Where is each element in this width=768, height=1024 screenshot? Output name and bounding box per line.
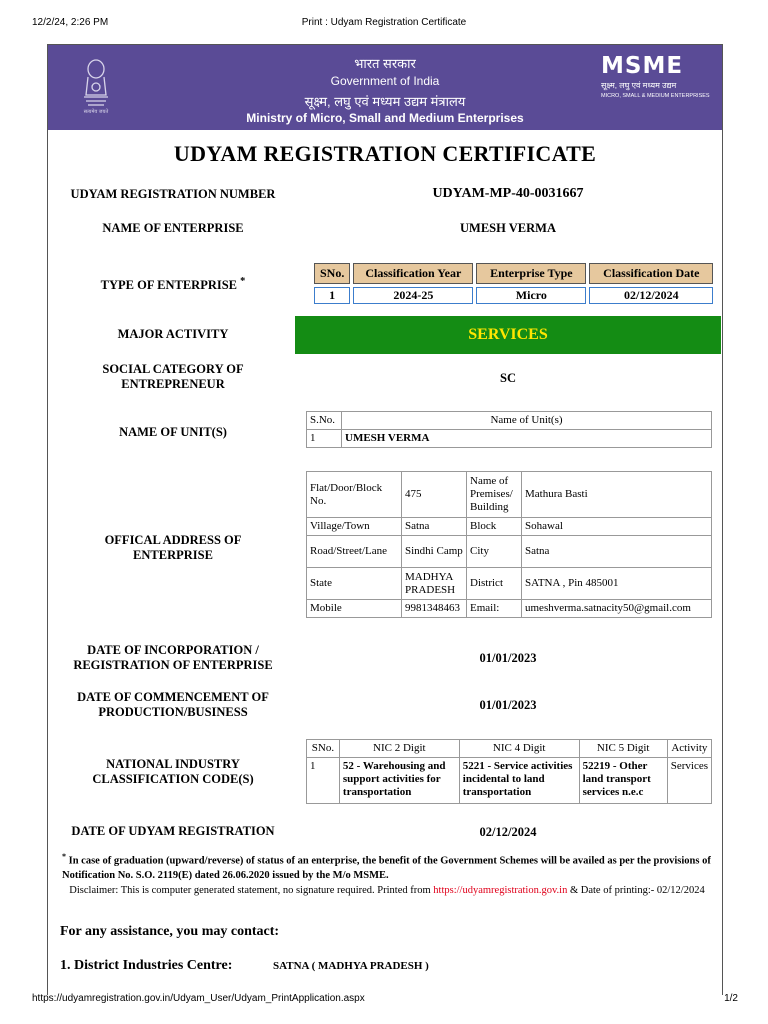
disclaimer-text: Disclaimer: This is computer generated statement, no signature required. Printed from <box>69 885 431 896</box>
address-state-value: MADHYA PRADESH <box>402 568 467 600</box>
print-url: https://udyamregistration.gov.in/Udyam_User/Udyam_PrintApplication.aspx <box>32 993 365 1004</box>
msme-sub-english: MICRO, SMALL & MEDIUM ENTERPRISES <box>601 93 710 99</box>
address-row <box>307 472 712 518</box>
reg-no-value: UDYAM-MP-40-0031667 <box>432 186 584 201</box>
classification-header: Enterprise Type <box>476 263 586 284</box>
address-row <box>307 600 712 618</box>
type-star: * <box>240 276 246 287</box>
nic-cell: 52 - Warehousing and support activities for transportation <box>339 758 459 804</box>
address-city-value: Satna <box>522 536 712 568</box>
nic-header: SNo. <box>307 740 340 758</box>
msme-logo <box>601 53 711 108</box>
note-star: * <box>62 852 66 861</box>
commencement-value: 01/01/2023 <box>479 698 537 712</box>
address-email-label: Email: <box>467 600 522 618</box>
enterprise-name-value: UMESH VERMA <box>460 221 556 235</box>
social-category-value: SC <box>500 371 516 385</box>
svg-text:सत्यमेव जयते: सत्यमेव जयते <box>83 109 109 115</box>
classification-table <box>311 260 716 307</box>
nic-cell: 5221 - Service activities incidental to land transportation <box>459 758 579 804</box>
msme-logo-text: MSME <box>601 53 684 79</box>
enterprise-type-label: TYPE OF ENTERPRISE * <box>100 276 246 293</box>
nic-header: NIC 5 Digit <box>579 740 667 758</box>
address-city-label: City <box>467 536 522 568</box>
address-village-label: Village/Town <box>307 518 402 536</box>
classification-header-row <box>314 263 713 284</box>
dic-label: 1. District Industries Centre: <box>60 958 233 973</box>
nic-cell: 52219 - Other land transport services n.e.c <box>579 758 667 804</box>
units-row <box>307 430 712 448</box>
banner-line-gov-india: Government of India <box>330 74 440 88</box>
units-header-row <box>307 412 712 430</box>
msme-sub-hindi: सूक्ष्म, लघु एवं मध्यम उद्यम <box>601 81 677 90</box>
classification-cell: Micro <box>476 287 586 304</box>
address-state-label: State <box>307 568 402 600</box>
social-category-label: SOCIAL CATEGORY OF ENTREPRENEUR <box>102 362 244 391</box>
major-activity-label: MAJOR ACTIVITY <box>117 327 229 341</box>
banner-line-hindi-1: भारत सरकार <box>354 56 416 71</box>
address-premises-value: Mathura Basti <box>522 472 712 518</box>
classification-header: Classification Year <box>353 263 473 284</box>
reg-no-label: UDYAM REGISTRATION NUMBER <box>70 187 276 201</box>
nic-header: NIC 2 Digit <box>339 740 459 758</box>
nic-header: Activity <box>667 740 711 758</box>
address-district-label: District <box>467 568 522 600</box>
disclaimer-link[interactable]: https://udyamregistration.gov.in <box>433 885 568 896</box>
classification-row <box>314 287 713 304</box>
dic-value: SATNA ( MADHYA PRADESH ) <box>273 960 429 972</box>
browser-print-header <box>0 0 768 40</box>
units-label: NAME OF UNIT(S) <box>119 425 227 439</box>
graduation-note <box>62 850 712 883</box>
classification-cell: 02/12/2024 <box>589 287 713 304</box>
address-road-label: Road/Street/Lane <box>307 536 402 568</box>
units-cell: UMESH VERMA <box>342 430 712 448</box>
address-row <box>307 536 712 568</box>
address-block-label: Block <box>467 518 522 536</box>
disclaimer-date: & Date of printing:- 02/12/2024 <box>569 885 705 896</box>
classification-cell: 2024-25 <box>353 287 473 304</box>
assistance-heading: For any assistance, you may contact: <box>60 924 280 939</box>
units-header: Name of Unit(s) <box>342 412 712 430</box>
address-block-value: Sohawal <box>522 518 712 536</box>
nic-header: NIC 4 Digit <box>459 740 579 758</box>
address-row <box>307 518 712 536</box>
classification-cell: 1 <box>314 287 350 304</box>
nic-cell: Services <box>667 758 711 804</box>
address-village-value: Satna <box>402 518 467 536</box>
units-header: S.No. <box>307 412 342 430</box>
nic-row <box>307 758 712 804</box>
address-mobile-label: Mobile <box>307 600 402 618</box>
udyam-date-value: 02/12/2024 <box>479 825 537 839</box>
disclaimer <box>62 884 712 897</box>
address-flat-label: Flat/Door/Block No. <box>307 472 402 518</box>
major-activity-value: SERVICES <box>295 316 721 354</box>
commencement-label: DATE OF COMMENCEMENT OF PRODUCTION/BUSINESS <box>77 690 269 719</box>
address-row <box>307 568 712 600</box>
nic-cell: 1 <box>307 758 340 804</box>
address-district-value: SATNA , Pin 485001 <box>522 568 712 600</box>
nic-table <box>306 739 712 804</box>
units-table <box>306 411 712 448</box>
certificate-title: UDYAM REGISTRATION CERTIFICATE <box>173 141 597 166</box>
classification-header: Classification Date <box>589 263 713 284</box>
address-email-value: umeshverma.satnacity50@gmail.com <box>522 600 712 618</box>
print-datetime: 12/2/24, 2:26 PM <box>32 17 109 28</box>
address-flat-value: 475 <box>402 472 467 518</box>
print-page-number: 1/2 <box>724 993 738 1004</box>
address-premises-label: Name of Premises/ Building <box>467 472 522 518</box>
print-page-title: Print : Udyam Registration Certificate <box>301 17 467 28</box>
banner-line-hindi-2: सूक्ष्म, लघु एवं मध्यम उद्यम मंत्रालय <box>304 94 466 109</box>
enterprise-name-label: NAME OF ENTERPRISE <box>102 221 244 235</box>
certificate <box>47 44 723 995</box>
banner-line-ministry: Ministry of Micro, Small and Medium Enterprises <box>246 111 524 125</box>
nic-label: NATIONAL INDUSTRY CLASSIFICATION CODE(S) <box>92 757 254 786</box>
nic-header-row <box>307 740 712 758</box>
ministry-banner <box>48 45 722 130</box>
address-mobile-value: 9981348463 <box>402 600 467 618</box>
udyam-date-label: DATE OF UDYAM REGISTRATION <box>71 824 275 838</box>
note-text: In case of graduation (upward/reverse) of status of an enterprise, the benefit of the Government Schemes will be availed as per the provisions of Notification No. S.O. 2119(E) dated 26.06.2020 issued by the M/o MSME. <box>62 855 711 881</box>
incorporation-value: 01/01/2023 <box>479 651 537 665</box>
address-label: OFFICAL ADDRESS OF ENTERPRISE <box>104 533 242 562</box>
address-road-value: Sindhi Camp <box>402 536 467 568</box>
classification-header: SNo. <box>314 263 350 284</box>
incorporation-label: DATE OF INCORPORATION / REGISTRATION OF ENTERPRISE <box>73 643 273 672</box>
address-table <box>306 471 712 618</box>
units-cell: 1 <box>307 430 342 448</box>
